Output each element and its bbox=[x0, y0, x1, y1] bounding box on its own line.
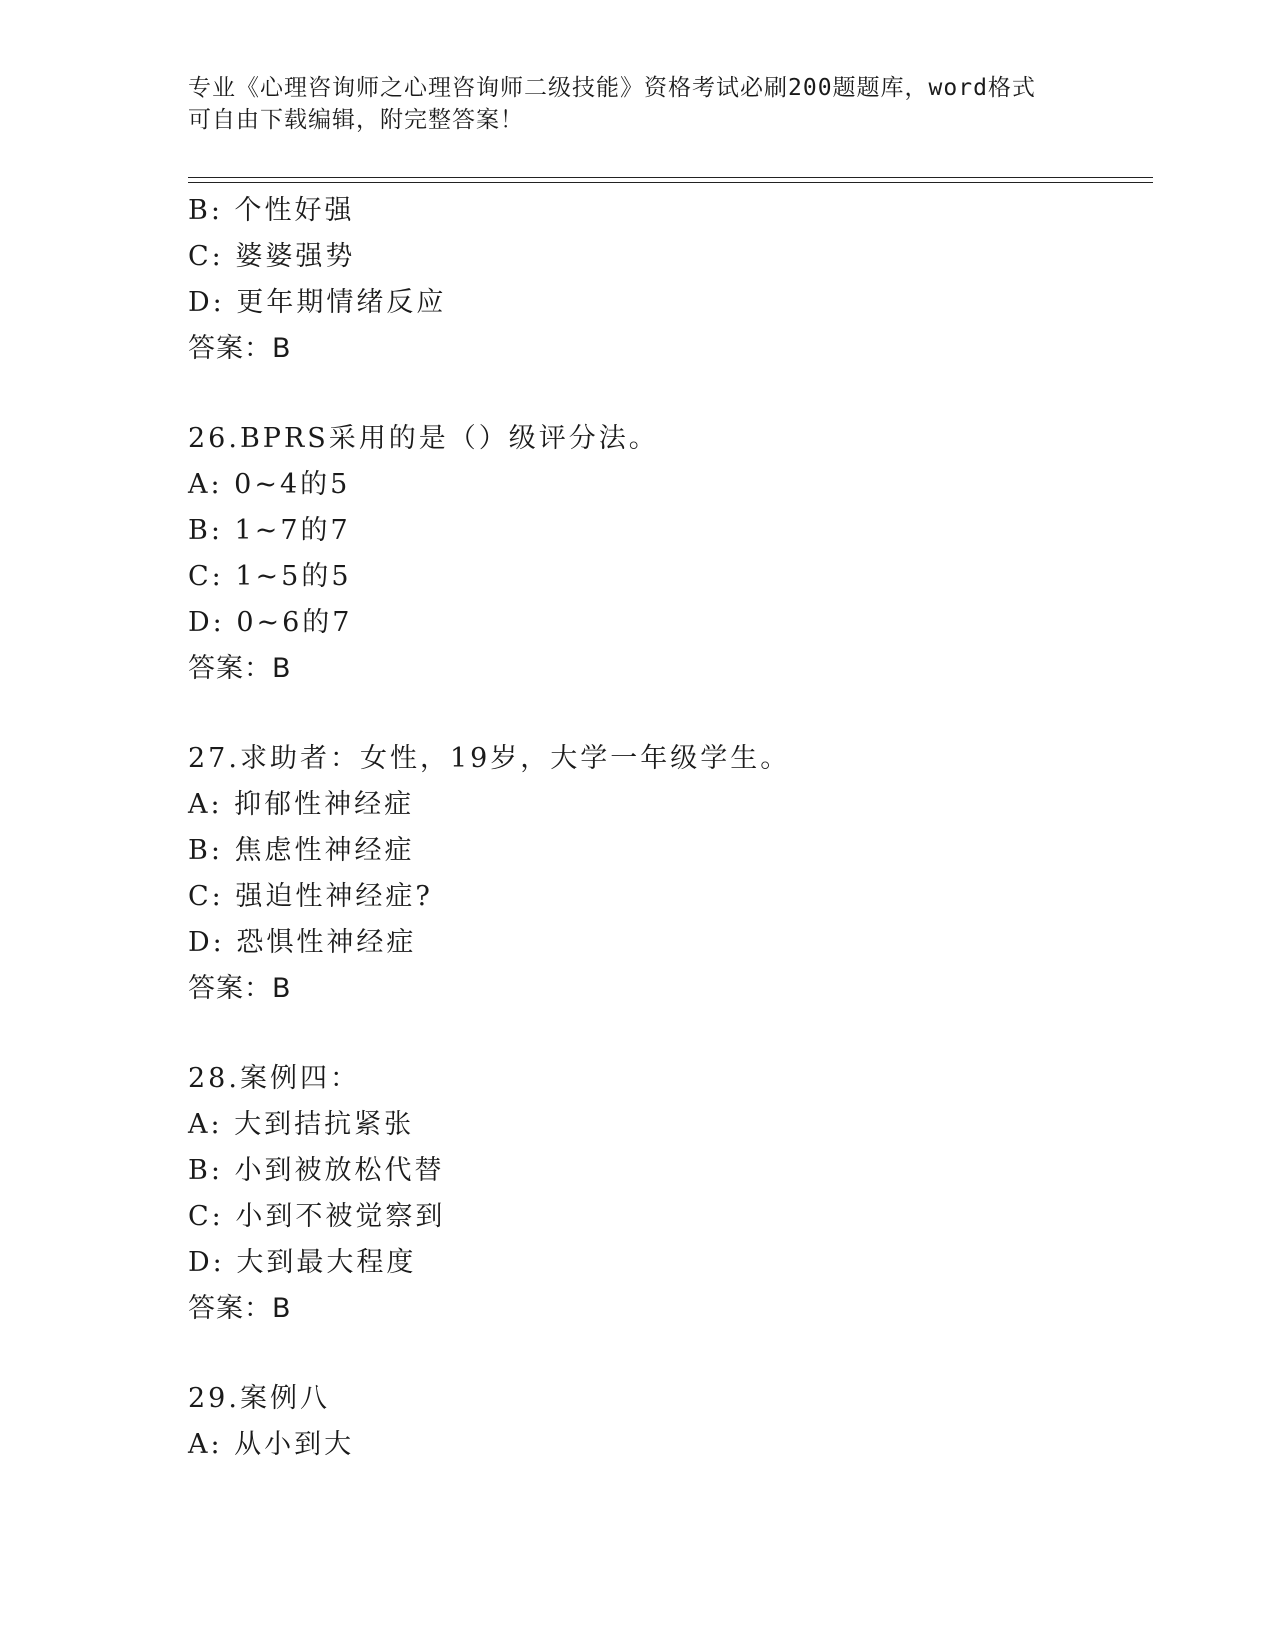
header-line-1: 专业《心理咨询师之心理咨询师二级技能》资格考试必刷200题题库，word格式 bbox=[188, 75, 1036, 101]
spacer bbox=[188, 1012, 1148, 1056]
option-b: B: 个性好强 bbox=[188, 195, 355, 226]
answer-line: 答案：B bbox=[188, 973, 292, 1004]
question-26 bbox=[188, 416, 1148, 692]
option-a: A: 从小到大 bbox=[188, 1429, 355, 1460]
answer-line: 答案：B bbox=[188, 333, 292, 364]
question-stem: 28.案例四： bbox=[188, 1063, 360, 1094]
option-c: C: 婆婆强势 bbox=[188, 241, 356, 272]
option-a: A: 抑郁性神经症 bbox=[188, 789, 415, 820]
spacer bbox=[188, 692, 1148, 736]
option-c: C: 1~5的5 bbox=[188, 561, 352, 592]
question-stem: 29.案例八 bbox=[188, 1383, 330, 1414]
spacer bbox=[188, 1332, 1148, 1376]
header-divider-bottom bbox=[188, 182, 1153, 183]
option-d: D: 0~6的7 bbox=[188, 607, 353, 638]
option-d: D: 大到最大程度 bbox=[188, 1247, 417, 1278]
question-stem: 27.求助者：女性，19岁，大学一年级学生。 bbox=[188, 743, 791, 774]
question-25-continued bbox=[188, 188, 1148, 372]
spacer bbox=[188, 372, 1148, 416]
question-29 bbox=[188, 1376, 1148, 1468]
option-c: C: 小到不被觉察到 bbox=[188, 1201, 446, 1232]
option-a: A: 0~4的5 bbox=[188, 469, 351, 500]
question-list bbox=[188, 188, 1148, 1468]
option-b: B: 1~7的7 bbox=[188, 515, 351, 546]
header-divider-top bbox=[188, 177, 1153, 178]
answer-line: 答案：B bbox=[188, 1293, 292, 1324]
question-stem: 26.BPRS采用的是（）级评分法。 bbox=[188, 423, 659, 454]
option-a: A: 大到拮抗紧张 bbox=[188, 1109, 415, 1140]
document-header bbox=[188, 72, 1088, 136]
option-b: B: 焦虑性神经症 bbox=[188, 835, 415, 866]
option-d: D: 恐惧性神经症 bbox=[188, 927, 417, 958]
question-28 bbox=[188, 1056, 1148, 1332]
option-d: D: 更年期情绪反应 bbox=[188, 287, 447, 318]
option-c: C: 强迫性神经症? bbox=[188, 881, 433, 912]
option-b: B: 小到被放松代替 bbox=[188, 1155, 445, 1186]
answer-line: 答案：B bbox=[188, 653, 292, 684]
question-27 bbox=[188, 736, 1148, 1012]
header-line-2: 可自由下载编辑，附完整答案！ bbox=[188, 107, 524, 133]
